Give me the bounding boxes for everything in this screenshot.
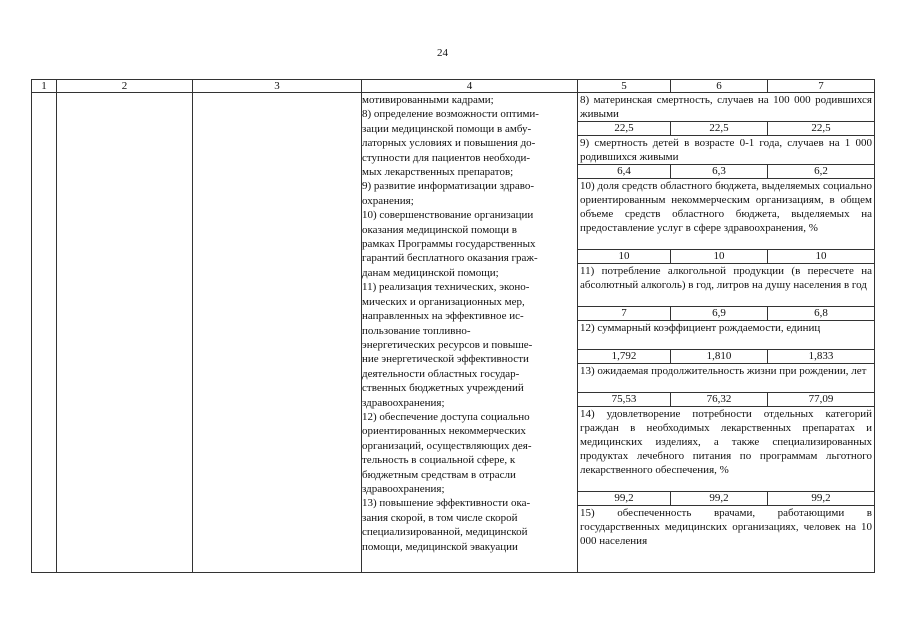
value-col6: 1,810	[671, 350, 768, 363]
indicator-values	[578, 492, 874, 506]
measures-line: охранения;	[362, 194, 414, 207]
measures-line: мых лекарственных препаратов;	[362, 166, 514, 179]
measures-line: мических и организационных мер,	[362, 295, 525, 308]
measures-line: здравоохранения;	[362, 482, 445, 495]
measures-line: 9) развитие информатизации здраво-	[362, 180, 535, 193]
value-col7: 99,2	[811, 492, 831, 504]
measures-line: 8) определение возможности оптими-	[362, 108, 539, 121]
indicator-text: 10) доля средств областного бюджета, выделяемых социально ориентированным некоммерческим организациям, в общем объеме средств областного бюджета, выделяемых на предоставление услуг в сфере здравоохранения, %	[578, 179, 874, 250]
value-col6: 10	[671, 250, 768, 263]
measures-line: мотивированными кадрами;	[362, 94, 494, 106]
value-col7: 22,5	[811, 122, 831, 134]
value-col6: 22,5	[671, 122, 768, 135]
indicator-values	[578, 250, 874, 264]
header-cell-3: 3	[274, 80, 280, 92]
col-divider	[192, 80, 193, 572]
indicator-values	[578, 307, 874, 321]
value-col7: 77,09	[808, 393, 834, 405]
indicator-text: 9) смертность детей в возрасте 0-1 года, случаев на 1 000 родившихся живыми	[580, 137, 872, 163]
indicator-text: 13) ожидаемая продолжительность жизни при рождении, лет	[578, 364, 874, 393]
measures-line: зации медицинской помощи в амбу-	[362, 122, 532, 135]
value-col6: 6,3	[671, 165, 768, 178]
header-cell-7: 7	[818, 80, 824, 92]
measures-line: ступности для пациентов необходи-	[362, 151, 531, 164]
header-cell-6: 6	[671, 80, 768, 93]
measures-line: 10) совершенствование организации	[362, 209, 534, 222]
value-col7: 1,833	[808, 350, 834, 362]
measures-line: здравоохранения;	[362, 396, 445, 409]
measures-line: специализированной, медицинской	[362, 526, 528, 539]
table	[31, 79, 875, 573]
indicator-text: 15) обеспеченность врачами, работающими в государственных медицинских организациях, человек на 10 000 населения	[580, 507, 872, 547]
measures-line: тельность в социальной сфере, к	[362, 454, 516, 467]
value-col5: 6,4	[578, 165, 671, 178]
header-cell-5: 5	[578, 80, 671, 93]
indicator-values	[578, 165, 874, 179]
measures-line: 12) обеспечение доступа социально	[362, 410, 530, 423]
measures-line: зания скорой, в том числе скорой	[362, 511, 518, 524]
measures-line: энергетических ресурсов и повыше-	[362, 338, 533, 351]
value-col7: 6,2	[814, 165, 828, 177]
value-col6: 99,2	[671, 492, 768, 505]
header-cell-4: 4	[466, 80, 473, 92]
col-divider	[56, 80, 57, 572]
indicator-values	[578, 350, 874, 364]
measures-line: ние энергетической эффективности	[362, 353, 529, 366]
indicator-text: 11) потребление алкогольной продукции (в пересчете на абсолютный алкоголь) в год, литров на душу населения в год	[578, 264, 874, 307]
indicator-text: 8) материнская смертность, случаев на 100 000 родившихся живыми	[580, 94, 872, 120]
measures-line: 11) реализация технических, эконо-	[362, 281, 530, 294]
measures-line: организаций, осуществляющих дея-	[362, 439, 532, 452]
measures-line: ориентированных некоммерческих	[362, 425, 526, 438]
measures-line: пользование топливно-	[362, 324, 471, 337]
value-col5: 22,5	[578, 122, 671, 135]
value-col6: 76,32	[671, 393, 768, 406]
measures-line: латорных условиях и повышения до-	[362, 137, 536, 150]
header-cell-1: 1	[41, 80, 47, 92]
value-col5: 10	[578, 250, 671, 263]
indicator-values	[578, 393, 874, 407]
indicator-values	[578, 122, 874, 136]
measures-line: помощи, медицинской эвакуации	[362, 540, 518, 553]
page-number: 24	[437, 47, 448, 59]
measures-line: данам медицинской помощи;	[362, 266, 499, 279]
measures-line: 13) повышение эффективности ока-	[362, 497, 531, 510]
measures-line: деятельности областных государ-	[362, 367, 520, 380]
indicator-text: 14) удовлетворение потребности отдельных категорий граждан в необходимых лекарственных препаратах и медицинских изделиях, а также специализированных продуктах лечебного питания по программам льготного лекарственного обеспечения, %	[578, 407, 874, 492]
measures-line: ственных бюджетных учреждений	[362, 382, 524, 395]
value-col5: 99,2	[578, 492, 671, 505]
value-col7: 6,8	[814, 307, 828, 319]
measures-line: гарантий бесплатного оказания граж-	[362, 252, 538, 265]
measures-line: рамках Программы государственных	[362, 238, 536, 251]
value-col7: 10	[815, 250, 827, 262]
indicators-cell	[578, 93, 874, 548]
value-col6: 6,9	[671, 307, 768, 320]
indicator-text: 12) суммарный коэффициент рождаемости, единиц	[578, 321, 874, 350]
measures-line: бюджетным средствам в отрасли	[362, 468, 516, 481]
header-cell-2: 2	[121, 80, 128, 92]
value-col5: 75,53	[578, 393, 671, 406]
value-col5: 7	[578, 307, 671, 320]
value-col5: 1,792	[578, 350, 671, 363]
measures-cell	[362, 93, 576, 554]
measures-line: оказания медицинской помощи в	[362, 223, 517, 236]
measures-line: направленных на эффективное ис-	[362, 310, 524, 323]
